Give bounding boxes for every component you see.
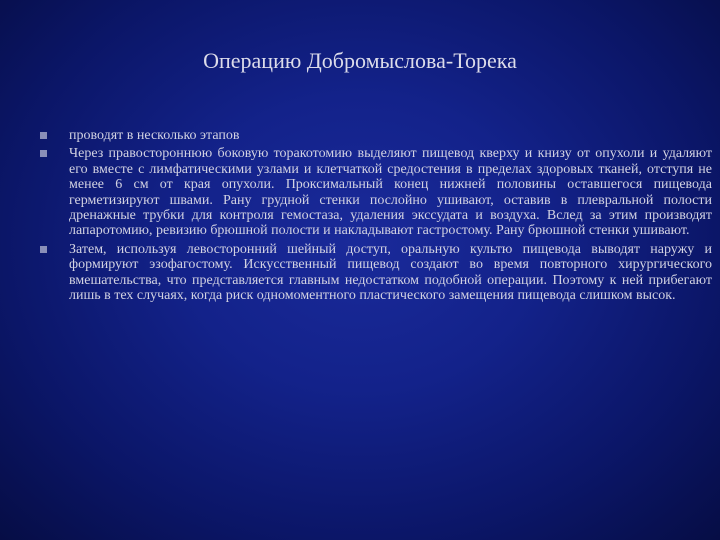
list-item bbox=[40, 128, 712, 143]
square-bullet-icon bbox=[40, 150, 47, 157]
list-item bbox=[40, 146, 712, 238]
square-bullet-icon bbox=[40, 246, 47, 253]
bullet-text: проводят в несколько этапов bbox=[69, 128, 240, 143]
bullet-text: Затем, используя левосторонний шейный доступ, оральную культю пищевода выводят наружу и формируют эзофагостому. Искусственный пищевод создают во время повторного хирургического вмешательства, что представляется главным недостатком подобной операции. Поэтому к ней прибегают лишь в тех случаях, когда риск одномоментного пластического замещения пищевода слишком высок. bbox=[69, 241, 712, 304]
slide-title: Операцию Добромыслова-Торека bbox=[203, 48, 517, 73]
square-bullet-icon bbox=[40, 132, 47, 139]
bullet-text: Через правостороннюю боковую торакотомию выделяют пищевод кверху и книзу от опухоли и удаляют его вместе с лимфатическими узлами и клетчаткой средостения в пределах здоровых тканей, отступя не менее 6 см от края опухоли. Проксимальный конец нижней половины оставшегося пищевода герметизируют швами. Рану грудной стенки послойно ушивают, оставив в плевральной полости дренажные трубки для контроля гемостаза, удаления экссудата и воздуха. Вслед за этим производят лапаротомию, ревизию брюшной полости и накладывают гастростому. Рану брюшной стенки ушивают. bbox=[69, 146, 712, 239]
bullet-list bbox=[40, 128, 712, 306]
list-item bbox=[40, 242, 712, 304]
